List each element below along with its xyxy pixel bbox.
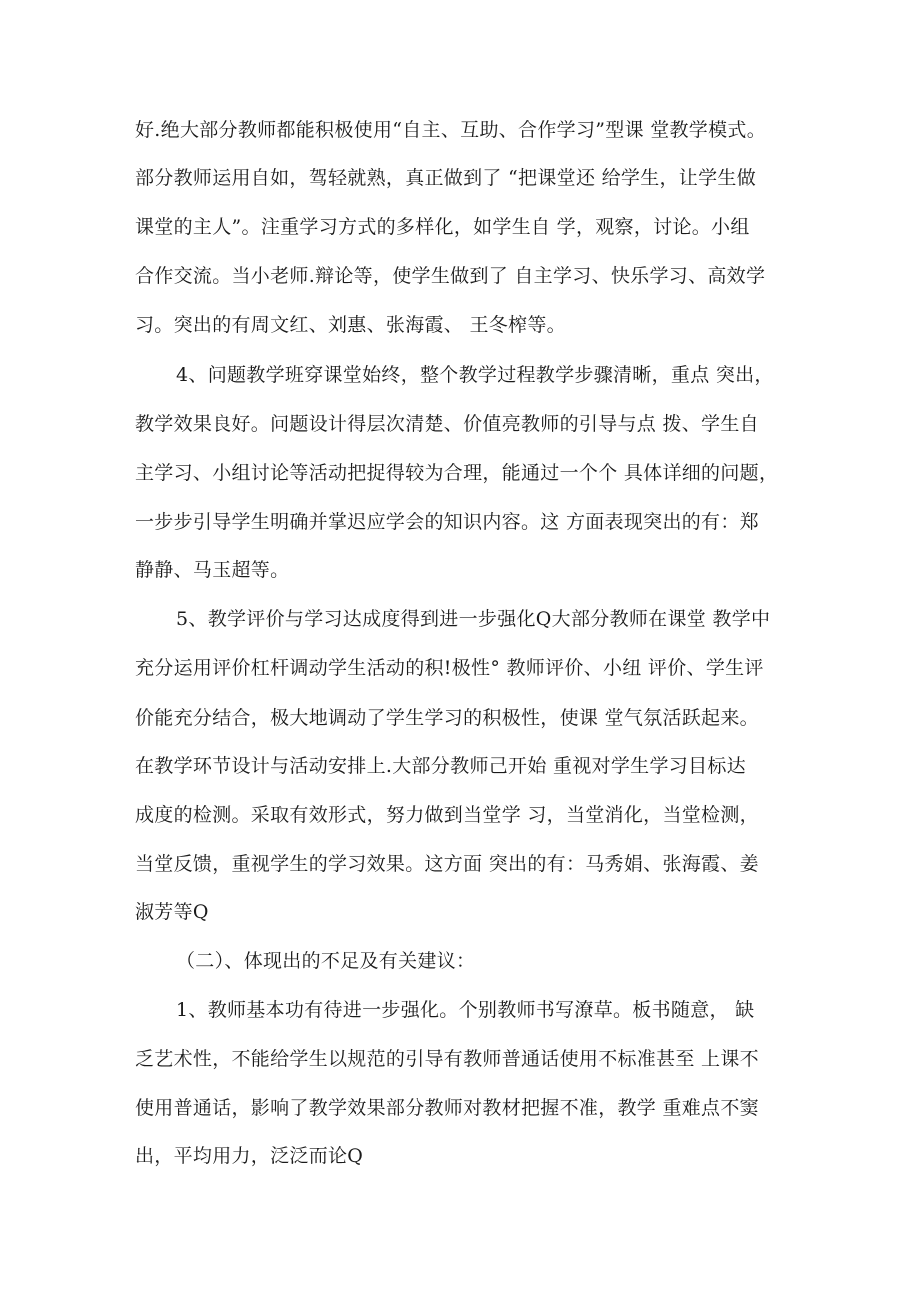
text-line: 习。突出的有周文红、刘惠、张海霞、 王冬榨等。 — [135, 314, 566, 336]
text-line: 部分教师运用自如，驾轻就熟，真正做到了 “把课堂还 给学生，让学生做 — [135, 167, 756, 189]
text-line: 在教学环节设计与活动安排上.大部分教师己开始 重视对学生学习目标达 — [135, 755, 746, 777]
text-line: 一步步引导学生明确并掌迟应学会的知识内容。这 方面表现突出的有：郑 — [135, 511, 759, 533]
text-line: 乏艺术性，不能给学生以规范的引导有教师普通话使用不标准甚至 上课不 — [135, 1048, 759, 1070]
section-heading: （二）、体现出的不足及有关建议： — [176, 950, 476, 972]
text-line: 当堂反馈，重视学生的学习效果。这方面 突出的有：马秀娟、张海霞、姜 — [135, 853, 759, 875]
paragraph-5-start: 5、教学评价与学习达成度得到进一步强化Q大部分教师在课堂 教学中 — [176, 608, 771, 630]
paragraph-1-start: 1、教师基本功有待进一步强化。个别教师书写潦草。板书随意， 缺 — [176, 999, 755, 1021]
text-line: 静静、马玉超等。 — [135, 559, 290, 581]
text-line: 合作交流。当小老师.辩论等，使学生做到了 自主学习、快乐学习、高效学 — [135, 265, 766, 287]
text-line: 教学效果良好。问题设计得层次清楚、价值亮教师的引导与点 拨、学生自 — [135, 413, 759, 435]
text-line: 成度的检测。采取有效形式，努力做到当堂学 习，当堂消化，当堂检测， — [135, 804, 759, 826]
text-line: 课堂的主人”。注重学习方式的多样化，如学生自 学，观察，讨论。小组 — [135, 216, 750, 238]
text-line: 好.绝大部分教师都能积极使用“自主、互助、合作学习”型课 堂教学模式。 — [135, 119, 767, 141]
text-line: 使用普通话，影响了教学效果部分教师对教材把握不准，教学 重难点不窦 — [135, 1097, 759, 1119]
paragraph-4-start: 4、问题教学班穿课堂始终，整个教学过程教学步骤清晰，重点 突出， — [176, 364, 774, 386]
text-line: 充分运用评价杠杆调动学生活动的积!极性° 教师评价、小纽 评价、学生评 — [135, 657, 764, 679]
text-line: 出，平均用力，泛泛而论Q — [135, 1145, 364, 1167]
text-line: 淑芳等Q — [135, 901, 209, 923]
text-line: 主学习、小组讨论等活动把捉得较为合理，能通过一个个 具体详细的问题， — [135, 462, 779, 484]
text-line: 价能充分结合，极大地调动了学生学习的积极性，使课 堂气氛活跃起来。 — [135, 707, 759, 729]
